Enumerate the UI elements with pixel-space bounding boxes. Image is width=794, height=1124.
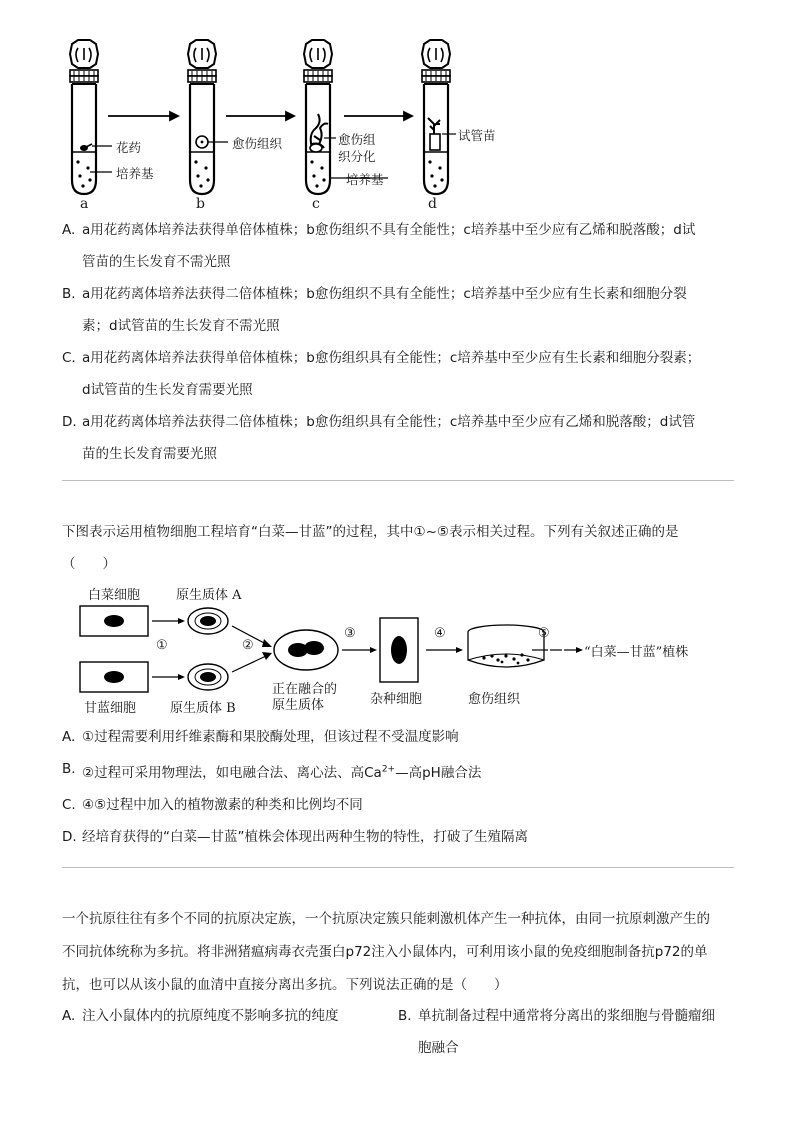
label-step-5: ⑤	[538, 626, 550, 641]
label-cabbage-cell: 白菜细胞	[88, 588, 141, 603]
label-step-1: ①	[156, 638, 168, 653]
option-text: 单抗制备过程中通常将分离出的浆细胞与骨髓瘤细	[418, 1008, 715, 1024]
label-callus: 愈伤组织	[468, 692, 521, 707]
q3-option-b-cont: 胞融合	[418, 1040, 459, 1056]
option-text: 注入小鼠体内的抗原纯度不影响多抗的纯度	[82, 1008, 339, 1024]
option-text: a用花药离体培养法获得二倍体植株；b愈伤组织不具有全能性；c培养基中至少应有生长素和细胞分裂	[82, 286, 687, 302]
label-plant: “白菜—甘蓝”植株	[584, 645, 689, 660]
divider	[62, 480, 734, 481]
option-letter: B.	[398, 1008, 412, 1024]
q2-option-c[interactable]	[62, 795, 363, 815]
label-seedling: 试管苗	[458, 128, 496, 143]
q2-stem: 下图表示运用植物细胞工程培育“白菜—甘蓝”的过程，其中①~⑤表示相关过程。下列有关叙述正确的是	[62, 524, 679, 540]
tube-label-b: b	[196, 196, 205, 212]
q2-option-b[interactable]	[62, 759, 481, 783]
option-letter: D.	[62, 414, 77, 430]
divider	[62, 867, 734, 868]
q2-option-a[interactable]	[62, 727, 459, 747]
arrow-c-d	[344, 112, 412, 120]
option-superscript: 2+	[381, 764, 396, 775]
q3-stem: 一个抗原往往有多个不同的抗原决定族，一个抗原决定簇只能刺激机体产生一种抗体，由同一抗原刺激产生的	[62, 911, 710, 927]
label-callus-diff-2: 织分化	[338, 149, 376, 164]
label-kale-cell: 甘蓝细胞	[84, 701, 137, 716]
label-step-3: ③	[344, 626, 356, 641]
tube-label-d: d	[428, 196, 437, 212]
tube-a	[70, 40, 98, 194]
option-letter: A.	[62, 1008, 76, 1024]
q3-option-a[interactable]	[62, 1006, 339, 1026]
tube-label-c: c	[312, 196, 320, 212]
option-text: ①过程需要利用纤维素酶和果胶酶处理，但该过程不受温度影响	[82, 729, 459, 745]
q3-stem-cont-1: 不同抗体统称为多抗。将非洲猪瘟病毒衣壳蛋白p72注入小鼠体内，可利用该小鼠的免疫细胞制备抗p72的单	[62, 944, 708, 960]
q1-option-a-cont: 管苗的生长发育不需光照	[82, 254, 231, 270]
q3-option-b[interactable]	[398, 1006, 715, 1026]
q1-option-c-cont: d试管苗的生长发育需要光照	[82, 382, 253, 398]
arrow-b-c	[226, 112, 294, 120]
tissue-culture-drawing	[60, 38, 520, 218]
tube-label-a: a	[80, 196, 89, 212]
option-letter: B.	[62, 761, 76, 777]
q3-stem-cont-2: 抗，也可以从该小鼠的血清中直接分离出多抗。下列说法正确的是（ ）	[62, 977, 508, 993]
option-letter: D.	[62, 829, 77, 845]
option-letter: B.	[62, 286, 76, 302]
label-medium-a: 培养基	[116, 166, 154, 181]
q1-option-d[interactable]	[62, 412, 695, 432]
q1-option-a[interactable]	[62, 220, 695, 240]
label-protoplast-b: 原生质体 B	[170, 701, 236, 716]
option-text: ②过程可采用物理法，如电融合法、离心法、高Ca	[82, 765, 382, 781]
option-letter: A.	[62, 222, 76, 238]
option-text-cont: —高pH融合法	[395, 765, 482, 781]
option-text: ④⑤过程中加入的植物激素的种类和比例均不同	[82, 797, 363, 813]
q1-option-c[interactable]	[62, 348, 700, 368]
q2-stem-cont: （ ）	[62, 556, 116, 572]
label-fusing-1: 正在融合的	[272, 682, 338, 697]
q1-option-d-cont: 苗的生长发育需要光照	[82, 446, 217, 462]
label-protoplast-a: 原生质体 A	[176, 588, 242, 603]
option-letter: C.	[62, 350, 76, 366]
label-fusing-2: 原生质体	[272, 698, 325, 713]
label-step-2: ②	[242, 638, 254, 653]
label-callus-diff-1: 愈伤组	[338, 132, 376, 147]
option-text: a用花药离体培养法获得单倍体植株；b愈伤组织具有全能性；c培养基中至少应有生长素和细胞分裂素；	[82, 350, 701, 366]
label-anther: 花药	[116, 140, 142, 155]
tube-b	[188, 40, 216, 194]
label-medium-c: 培养基	[346, 172, 384, 187]
option-text: 经培育获得的“白菜—甘蓝”植株会体现出两种生物的特性，打破了生殖隔离	[82, 829, 528, 845]
option-text: a用花药离体培养法获得单倍体植株；b愈伤组织不具有全能性；c培养基中至少应有乙烯和脱落酸；d试	[82, 222, 696, 238]
q1-option-b[interactable]	[62, 284, 687, 304]
tube-c	[304, 40, 332, 194]
q2-option-d[interactable]	[62, 827, 528, 847]
tissue-culture-figure	[60, 38, 520, 218]
option-letter: A.	[62, 729, 76, 745]
label-hybrid-cell: 杂种细胞	[370, 692, 423, 707]
arrow-a-b	[108, 112, 178, 120]
label-callus-b: 愈伤组织	[232, 136, 283, 151]
option-letter: C.	[62, 797, 76, 813]
q1-option-b-cont: 素；d试管苗的生长发育不需光照	[82, 318, 280, 334]
label-step-4: ④	[434, 626, 446, 641]
option-text: a用花药离体培养法获得二倍体植株；b愈伤组织具有全能性；c培养基中至少应有乙烯和脱落酸；d试管	[82, 414, 696, 430]
tube-d	[422, 40, 450, 194]
